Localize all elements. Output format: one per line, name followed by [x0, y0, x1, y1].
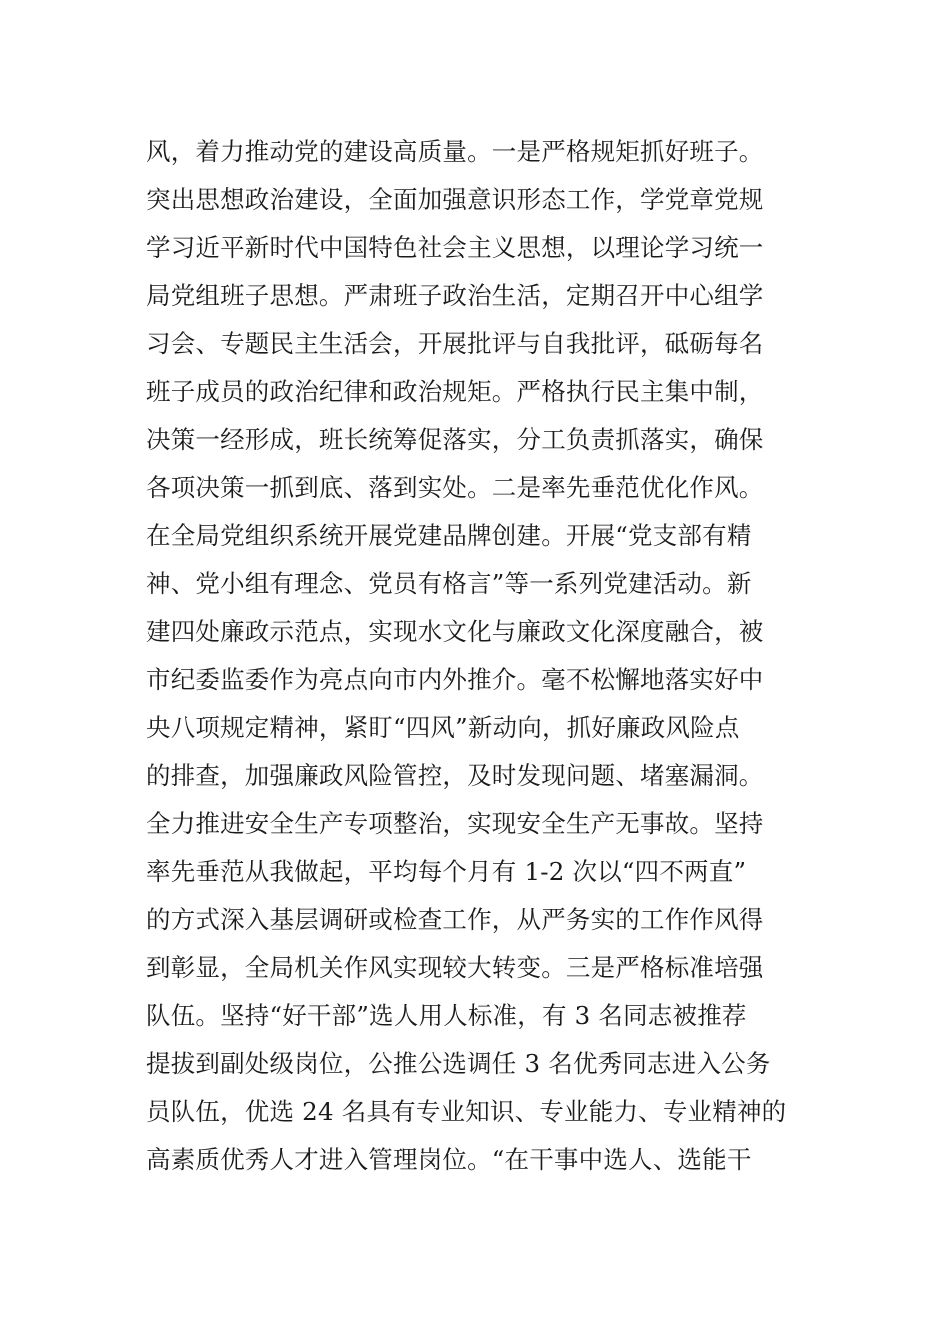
text-line: 局党组班子思想。严肃班子政治生活，定期召开中心组学 — [146, 281, 764, 310]
text-line: 班子成员的政治纪律和政治规矩。严格执行民主集中制， — [146, 377, 764, 406]
text-line: 各项决策一抓到底、落到实处。二是率先垂范优化作风。 — [146, 473, 764, 502]
text-line: 央八项规定精神，紧盯“四风”新动向，抓好廉政风险点 — [146, 713, 740, 742]
text-line: 的方式深入基层调研或检查工作，从严务实的工作作风得 — [146, 905, 764, 934]
text-line: 神、党小组有理念、党员有格言”等一系列党建活动。新 — [146, 569, 752, 598]
text-line: 建四处廉政示范点，实现水文化与廉政文化深度融合，被 — [146, 617, 764, 646]
text-line: 决策一经形成，班长统筹促落实，分工负责抓落实，确保 — [146, 425, 764, 454]
text-line: 风，着力推动党的建设高质量。一是严格规矩抓好班子。 — [146, 137, 764, 166]
body-text — [146, 128, 816, 1184]
text-line: 员队伍，优选 24 名具有专业知识、专业能力、专业精神的 — [146, 1097, 787, 1126]
text-line: 率先垂范从我做起，平均每个月有 1-2 次以“四不两直” — [146, 857, 747, 886]
text-line: 全力推进安全生产专项整治，实现安全生产无事故。坚持 — [146, 809, 764, 838]
text-line: 市纪委监委作为亮点向市内外推介。毫不松懈地落实好中 — [146, 665, 764, 694]
text-line: 提拔到副处级岗位，公推公选调任 3 名优秀同志进入公务 — [146, 1049, 771, 1078]
text-line: 在全局党组织系统开展党建品牌创建。开展“党支部有精 — [146, 521, 752, 550]
text-line: 高素质优秀人才进入管理岗位。“在干事中选人、选能干 — [146, 1145, 752, 1174]
text-line: 习会、专题民主生活会，开展批评与自我批评，砥砺每名 — [146, 329, 764, 358]
text-line: 的排查，加强廉政风险管控，及时发现问题、堵塞漏洞。 — [146, 761, 764, 790]
text-line: 突出思想政治建设，全面加强意识形态工作，学党章党规 — [146, 185, 764, 214]
text-line: 队伍。坚持“好干部”选人用人标准，有 3 名同志被推荐 — [146, 1001, 747, 1030]
text-line: 学习近平新时代中国特色社会主义思想，以理论学习统一 — [146, 233, 764, 262]
text-line: 到彰显，全局机关作风实现较大转变。三是严格标准培强 — [146, 953, 764, 982]
